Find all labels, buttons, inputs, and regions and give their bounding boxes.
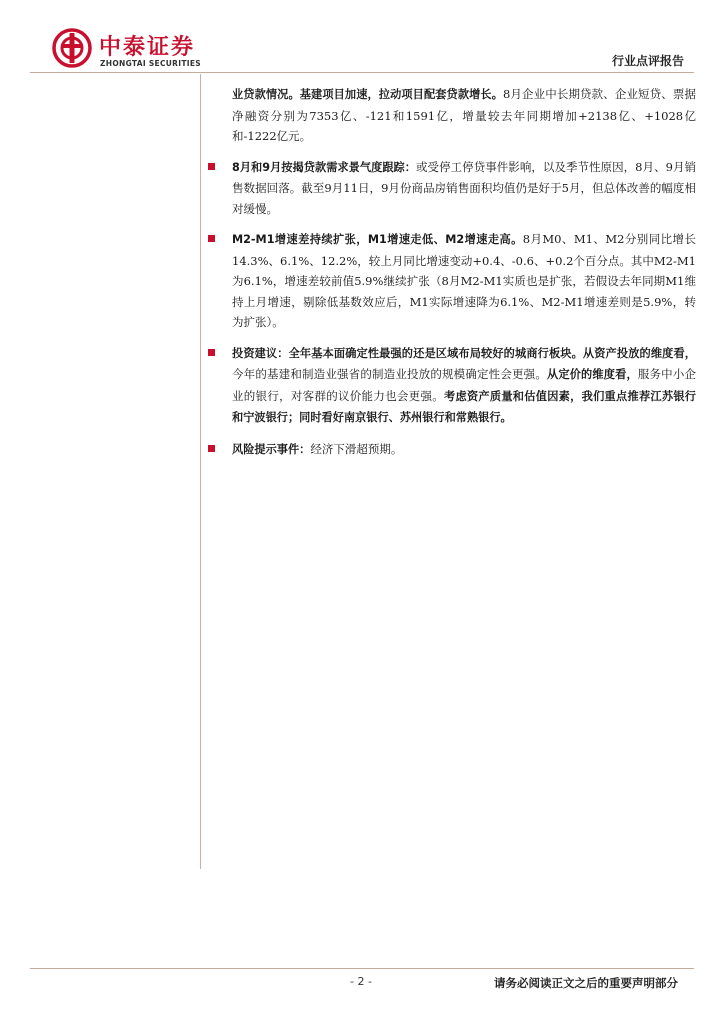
paragraph-lead: 投资建议：全年基本面确定性最强的还是区域布局较好的城商行板块。从资产投放的维度看， [232, 346, 696, 360]
bullet-mortgage-tracking [208, 157, 696, 220]
paragraph-text-2: 服务中小企业的银行，对客群的议价能力也会更强。 [232, 367, 697, 403]
paragraph-text: 今年的基建和制造业强省的制造业投放的规模确定性会更强。 [232, 367, 547, 381]
paragraph-lead: 8月和9月按揭贷款需求景气度跟踪： [232, 160, 416, 174]
page-number: - 2 - [350, 975, 372, 988]
paragraph-text: 8月M0、M1、M2分别同比增长14.3%、6.1%、12.2%，较上月同比增速变动+0.4、-0.6、+0.2个百分点。其中M2-M1为6.1%，增速差较前值5.9%继续扩张（8月M2-M1实质也是扩张，若假设去年同期M1维持上月增速，剔除低基数效应后，M1实际增速降为6.1%、M2-M1增速差则是5.9%，转为扩张）。 [232, 232, 696, 329]
company-logo [52, 28, 222, 72]
paragraph-lead: 风险提示事件： [232, 442, 311, 456]
report-type: 行业点评报告 [611, 54, 684, 68]
logo-text-cn: 中泰证券 [99, 35, 196, 60]
bullet-square-icon [208, 235, 215, 242]
logo-text-en: ZHONGTAI SECURITIES [100, 59, 201, 68]
paragraph-text: 经济下滑超预期。 [310, 441, 403, 456]
bullet-m2-m1-spread [208, 229, 696, 333]
paragraph-loans-continued [208, 84, 696, 147]
bullet-investment-advice [208, 343, 696, 429]
report-body [208, 84, 696, 470]
bullet-square-icon [208, 445, 215, 452]
paragraph-text: 或受停工停贷事件影响，以及季节性原因，8月、9月销售数据回落。截至9月11日，9月份商品房销售面积均值仍是好于5月，但总体改善的幅度相对缓慢。 [232, 159, 696, 216]
paragraph-lead-3: 考虑资产质量和估值因素，我们重点推荐江苏银行和宁波银行；同时看好南京银行、苏州银行和常熟银行。 [232, 389, 696, 424]
paragraph-text: 8月企业中长期贷款、企业短贷、票据净融资分别为7353亿、-121和1591亿，增量较去年同期增加+2138亿、+1028亿和-1222亿元。 [232, 87, 696, 143]
bullet-square-icon [208, 349, 215, 356]
paragraph-lead: 业贷款情况。基建项目加速，拉动项目配套贷款增长。 [232, 88, 503, 101]
zhongtai-logo-icon [52, 28, 92, 68]
footer-divider [30, 968, 694, 969]
paragraph-lead-2: 从定价的维度看， [547, 368, 638, 381]
paragraph-lead: M2-M1增速差持续扩张，M1增速走低、M2增速走高。 [232, 233, 523, 246]
left-margin-rule [200, 74, 201, 869]
bullet-square-icon [208, 163, 215, 170]
bullet-risk-warning [208, 439, 696, 461]
footer-disclaimer: 请务必阅读正文之后的重要声明部分 [494, 976, 678, 990]
header-divider [30, 72, 694, 73]
